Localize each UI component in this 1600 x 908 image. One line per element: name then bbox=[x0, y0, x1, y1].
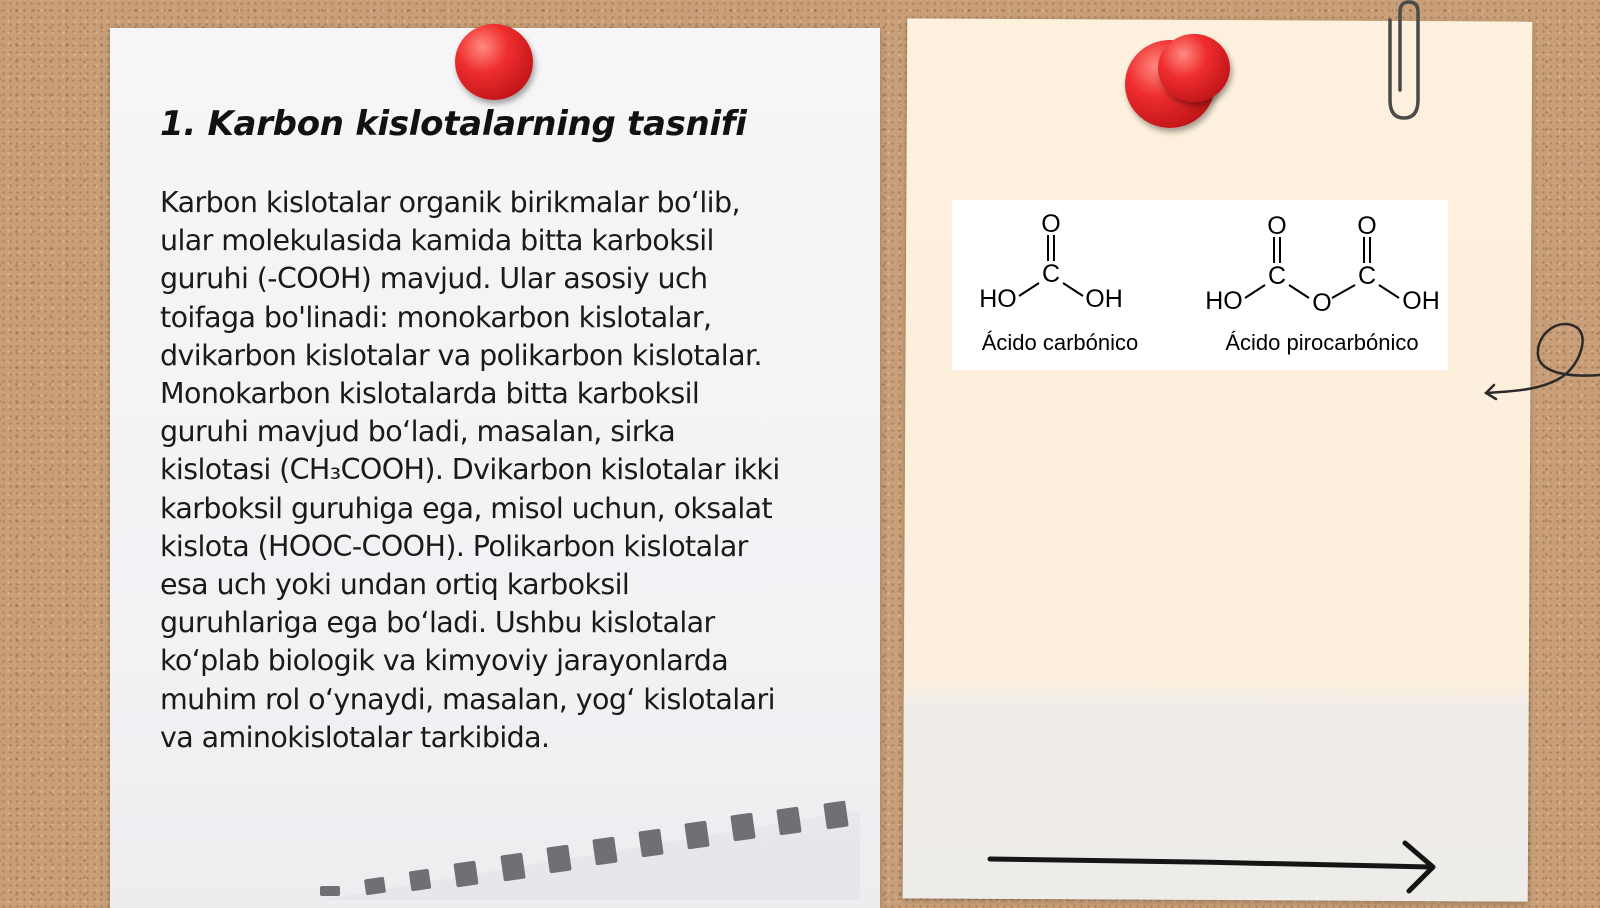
mol1-caption: Ácido carbónico bbox=[981, 330, 1139, 355]
paper-clip-icon bbox=[1378, 0, 1426, 125]
mol2-carbon-2: C bbox=[1357, 262, 1377, 290]
mol1-right-hydroxyl: OH bbox=[1085, 285, 1123, 313]
chemical-structures-figure bbox=[952, 200, 1448, 370]
arrow-right-icon bbox=[985, 835, 1445, 895]
mol1-left-hydroxyl: HO bbox=[979, 285, 1017, 313]
push-pin-icon bbox=[455, 24, 533, 100]
mol2-oxygen-1: O bbox=[1267, 212, 1287, 240]
mol1-top-oxygen: O bbox=[1041, 210, 1061, 238]
mol2-carbon-1: C bbox=[1267, 262, 1287, 290]
chemical-structures-svg bbox=[952, 200, 1448, 370]
mol1-carbon: C bbox=[1041, 260, 1061, 288]
perforated-edge-decoration bbox=[320, 800, 880, 900]
mol2-caption: Ácido pirocarbónico bbox=[1225, 330, 1419, 355]
mol2-left-hydroxyl: HO bbox=[1205, 287, 1243, 315]
mol2-bridge-oxygen: O bbox=[1312, 289, 1332, 317]
push-pin-icon bbox=[1158, 34, 1230, 102]
scribble-arrow-icon bbox=[1480, 305, 1600, 405]
mol2-oxygen-2: O bbox=[1357, 212, 1377, 240]
right-note-paper bbox=[903, 18, 1533, 901]
mol2-right-hydroxyl: OH bbox=[1402, 287, 1440, 315]
page-title: 1. Karbon kislotalarning tasnifi bbox=[160, 104, 747, 144]
body-paragraph: Karbon kislotalar organik birikmalar bo‘lib, ular molekulasida kamida bitta karboksil guruhi (-COOH) mavjud. Ular asosiy uch toifaga bo'linadi: monokarbon kislotalar, dvikarbon kislotalar va polikarbon kislotalar. Monokarbon kislotalarda bitta karboksil guruhi mavjud bo‘ladi, masalan, sirka kislotasi (CH₃COOH). Dvikarbon kislotalar ikki karboksil guruhiga ega, misol uchun, oksalat kislota (HOOC-COOH). Polikarbon kislotalar esa uch yoki undan ortiq karboksil guruhlariga ega bo‘ladi. Ushbu kislotalar ko‘plab biologik va kimyoviy jarayonlarda muhim rol o‘ynaydi, masalan, yog‘ kislotalari va aminokislotalar tarkibida. bbox=[160, 186, 780, 754]
